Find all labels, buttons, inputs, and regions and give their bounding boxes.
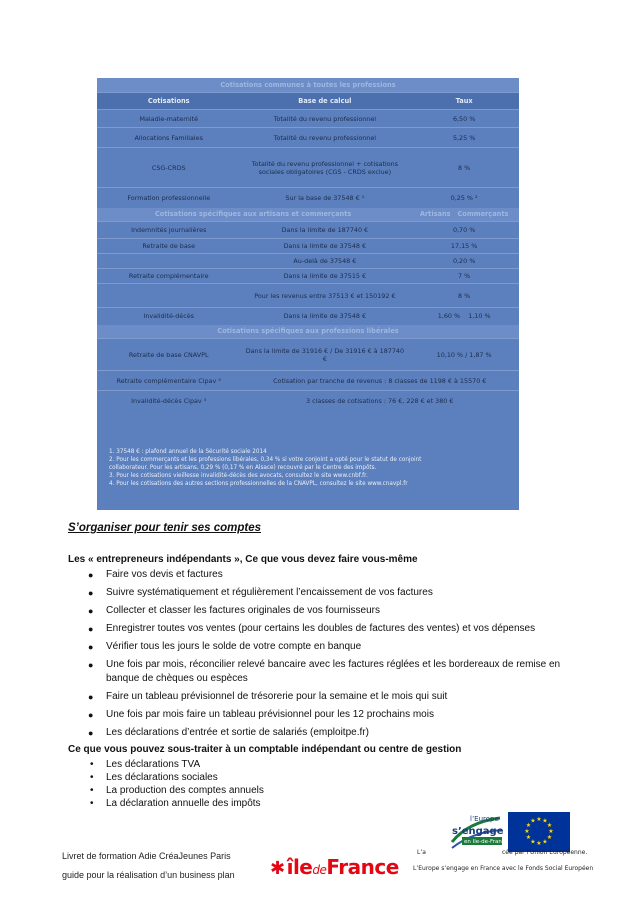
table-cell: Dans la limite de 37548 € — [240, 308, 409, 325]
list-item: ● Suivre systématiquement et régulièrement l’encaissement de vos factures — [68, 586, 583, 600]
table-cell: Cotisation par tranche de revenus : 8 classes de 1198 € à 15570 € — [240, 371, 519, 391]
idf-word-de: de — [312, 863, 327, 877]
list-item: • Les déclarations sociales — [68, 771, 583, 784]
list-item: ● Collecter et classer les factures originales de vos fournisseurs — [68, 604, 583, 618]
idf-word-france: France — [326, 855, 399, 879]
table-section-artisans: Cotisations spécifiques aux artisans et commerçants — [97, 208, 409, 222]
list-item: ● Vérifier tous les jours le solde de votre compte en banque — [68, 640, 583, 654]
table-section-title: Cotisations communes à toutes les professions — [97, 78, 519, 93]
svg-text:★: ★ — [548, 828, 554, 835]
table-cell: 3 classes de cotisations : 76 €, 228 € et 380 € — [240, 391, 519, 411]
table-cell: Dans la limite de 187740 € — [240, 222, 409, 239]
idf-star-icon: ✱ — [270, 858, 285, 879]
footer-line-2: guide pour la réalisation d’un business plan — [62, 870, 235, 880]
table-cell: Retraite complémentaire — [97, 269, 240, 284]
list-item: • Les déclarations TVA — [68, 758, 583, 771]
svg-text:★: ★ — [546, 834, 553, 841]
europe-logo-line1: l’Europe — [470, 815, 499, 823]
table-cell: 5,25 % — [409, 128, 519, 148]
section-title: S’organiser pour tenir ses comptes — [68, 522, 262, 534]
svg-text:★: ★ — [530, 817, 536, 825]
table-section-cols — [409, 208, 519, 222]
col-header-base: Base de calcul — [240, 93, 409, 110]
footer-small-text-3: L’Europe s’engage en France avec le Fonds Social Européen — [413, 865, 594, 872]
ile-de-france-logo — [270, 855, 399, 879]
table-cell: Allocations Familiales — [97, 128, 240, 148]
table-cell: 10,10 % / 1,87 % — [409, 339, 519, 371]
note-line: 4. Pour les cotisations des autres sections professionnelles de la CNAVPL, consultez le site www.cnavpl.fr — [109, 481, 408, 487]
table-cell: Retraite de base CNAVPL — [97, 339, 240, 371]
outsource-task-list — [68, 758, 583, 810]
table-cell: Retraite complémentaire Cipav ³ — [97, 371, 240, 391]
cotisations-table-image — [97, 78, 519, 510]
table-cell: 0,25 % ² — [409, 188, 519, 208]
svg-text:★: ★ — [524, 828, 530, 835]
table-cell: Pour les revenus entre 37513 € et 150192 € — [240, 284, 409, 308]
table-cell: Dans la limite de 31916 € / De 31916 € à 187740 € — [240, 339, 409, 371]
europe-logo-line2: s’engage — [452, 826, 504, 837]
table-cell: Sur la base de 37548 € ¹ — [240, 188, 409, 208]
svg-text:★: ★ — [542, 838, 548, 846]
table-cell: Totalité du revenu professionnel — [240, 128, 409, 148]
list-item: • La déclaration annuelle des impôts — [68, 797, 583, 810]
svg-text:★: ★ — [530, 838, 536, 846]
table-cell: 7 % — [409, 269, 519, 284]
table-cell: Dans la limite de 37515 € — [240, 269, 409, 284]
note-line: collaborateur. Pour les artisans, 0,29 % (0,17 % en Alsace) recouvré par le Centre des impôts. — [109, 465, 377, 471]
table-cell: Formation professionnelle — [97, 188, 240, 208]
note-line: 2. Pour les commerçants et les professions libérales, 0,34 % si votre conjoint a opté pour le statut de conjoint — [109, 457, 422, 463]
footer-text — [62, 847, 235, 885]
table-cell: 0,20 % — [409, 254, 519, 269]
table-cell: 8 % — [409, 148, 519, 188]
list-item: ● Les déclarations d’entrée et sortie de salariés (emploitpe.fr) — [68, 726, 583, 740]
col-header-cotisations: Cotisations — [97, 93, 240, 110]
list-item: • La production des comptes annuels — [68, 784, 583, 797]
table-cell: Au-delà de 37548 € — [240, 254, 409, 269]
footer-small-text-1: L’a — [417, 849, 426, 856]
list1-title: Les « entrepreneurs indépendants », Ce que vous devez faire vous-même — [68, 554, 418, 565]
table-cell: Indemnités journalières — [97, 222, 240, 239]
svg-text:★: ★ — [525, 822, 532, 829]
table-cell: Totalité du revenu professionnel — [240, 110, 409, 128]
note-line: 1. 37548 € : plafond annuel de la Sécurité sociale 2014 — [109, 449, 267, 455]
footer-line-1: Livret de formation Adie CréaJeunes Paris — [62, 851, 231, 861]
table-cell: Invalidité-décès — [97, 308, 240, 325]
col-artisans: Artisans — [419, 210, 451, 219]
note-line: 3. Pour les cotisations vieillesse invalidité-décès des avocats, consultez le site www.cnbf.fr. — [109, 473, 368, 479]
table-cell — [97, 284, 240, 308]
table-cell: CSG-CRDS — [97, 148, 240, 188]
table-cell: Dans la limite de 37548 € — [240, 239, 409, 254]
table-cell: 17,15 % — [409, 239, 519, 254]
table-section-liberal: Cotisations spécifiques aux professions libérales — [97, 325, 519, 339]
list-item: ● Une fois par mois faire un tableau prévisionnel pour les 12 prochains mois — [68, 708, 583, 722]
table-notes — [109, 448, 421, 488]
table-cell: 8 % — [409, 284, 519, 308]
table-cell: Maladie-maternité — [97, 110, 240, 128]
rate-artisans: 1,60 % — [437, 312, 461, 321]
table-cell: 0,70 % — [409, 222, 519, 239]
table-cell: Invalidité-décès Cipav ³ — [97, 391, 240, 411]
rate-commercants: 1,10 % — [468, 312, 491, 321]
idf-word-ile: île — [286, 855, 313, 879]
europe-logo-line3: en Ile-de-France — [464, 839, 504, 845]
table-cell: Retraite de base — [97, 239, 240, 254]
diy-task-list — [68, 568, 583, 740]
table-cell: 6,50 % — [409, 110, 519, 128]
table-cell — [97, 254, 240, 269]
table-cell: Totalité du revenu professionnel + cotisations sociales obligatoires (CGS - CRDS exclue) — [240, 148, 409, 188]
svg-text:★: ★ — [536, 840, 542, 847]
table-cell — [409, 308, 519, 325]
footer-small-text-2: cée par l’Union Européenne. — [502, 849, 588, 856]
col-commercants: Commerçants — [457, 210, 509, 219]
europe-sengage-logo — [448, 812, 504, 852]
list-item: ● Enregistrer toutes vos ventes (pour certains les doubles de factures des ventes) et vos dépenses — [68, 622, 583, 636]
list-item: ● Une fois par mois, réconcilier relevé bancaire avec les factures réglées et les bordereaux de remise en banque de chèques ou espèces — [68, 658, 583, 686]
list2-title: Ce que vous pouvez sous-traiter à un comptable indépendant ou centre de gestion — [68, 744, 462, 755]
list-item: ● Faire un tableau prévisionnel de trésorerie pour la semaine et le mois qui suit — [68, 690, 583, 704]
svg-text:★: ★ — [542, 817, 548, 825]
col-header-taux: Taux — [409, 93, 519, 110]
list-item: ● Faire vos devis et factures — [68, 568, 583, 582]
cotisations-table — [97, 78, 519, 411]
eu-flag — [508, 812, 570, 852]
svg-text:★: ★ — [546, 822, 553, 829]
page-content — [68, 522, 583, 810]
svg-text:★: ★ — [536, 816, 542, 823]
eu-stars-icon — [508, 812, 570, 852]
svg-text:★: ★ — [525, 834, 532, 841]
